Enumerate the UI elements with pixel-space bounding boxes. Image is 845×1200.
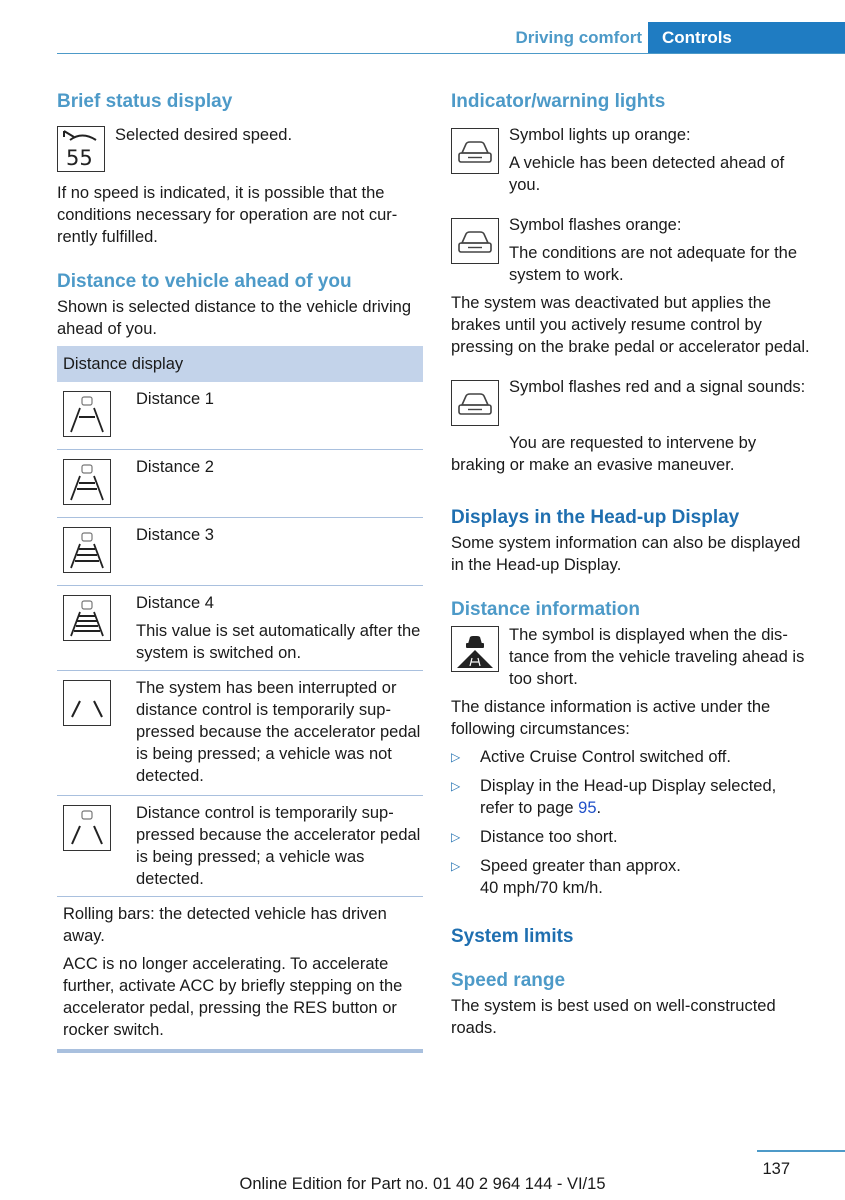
table-header: Distance display [57,346,423,382]
vehicle-warning-icon [451,128,499,174]
table-row [57,586,423,671]
acc-text: ACC is no longer accelerating. To accelerate further, activate ACC by briefly stepping on the accelerator pedal, pressing the RES button or rocker switch. [63,955,403,1039]
speed-range-heading: Speed range [451,970,566,991]
distance-3-text: Distance 3 [136,526,214,544]
distance-1-icon [63,391,111,437]
distance-info-list [451,746,811,899]
distance-3-icon [63,527,111,573]
suppressed-text: Distance control is temporarily suppressed because the accelerator pedal is being pressed; a vehicle was detected. [136,804,421,888]
list-item-text [480,775,811,819]
list-item-text-part: Speed greater than approx. [480,857,681,875]
vehicle-lane-lines-icon [63,805,111,851]
distance-table [57,346,423,1053]
header-rule [57,53,845,54]
vehicle-warning-icon [451,218,499,264]
brief-status-icon-text: Selected desired speed. [115,126,293,144]
indicator-3-line2: You are requested to intervene by braking or make an evasive maneuver. [451,434,757,474]
table-row [57,450,423,518]
system-limits-heading: System limits [451,926,574,947]
page-number: 137 [762,1160,790,1178]
distance-1-text: Distance 1 [136,390,214,408]
indicator-item-orange [451,124,811,196]
hud-heading: Displays in the Head-up Display [451,507,740,528]
triangle-bullet-icon: ▷ [451,859,461,873]
list-item-text-line2: 40 mph/70 km/h. [480,879,603,897]
table-row [57,671,423,796]
table-end-rule [57,1049,423,1053]
indicator-heading: Indicator/warning lights [451,91,666,112]
page-number-rule [757,1150,845,1152]
indicator-1-line1: Symbol lights up orange: [509,126,691,144]
table-row [57,518,423,586]
brief-status-heading: Brief status display [57,91,233,112]
lane-lines-icon [63,680,111,726]
rolling-bars-text: Rolling bars: the detected vehicle has driven away. [63,905,387,945]
list-item-text: Active Cruise Control switched off. [480,748,731,766]
list-item-text-end: . [596,799,602,817]
speed-range-text: The system is best used on well-constructed roads. [451,997,776,1037]
table-row [57,382,423,450]
hud-distance-warning-icon [451,626,499,672]
table-row [57,796,423,897]
header-section-title: Driving comfort [515,28,642,47]
distance-4-note: This value is set automatically after the system is switched on. [136,622,421,662]
list-item-text [480,855,681,899]
indicator-item-flash-red [451,376,811,476]
left-column [57,88,423,1053]
speed-value: 55 [66,146,93,170]
edition-footer: Online Edition for Part no. 01 40 2 964 144 - VI/15 [239,1175,606,1193]
distance-2-icon [63,459,111,505]
list-item [451,775,811,819]
hud-text: Some system information can also be displayed in the Head-up Display. [451,534,801,574]
distance-info-icon-text: The symbol is displayed when the distance from the vehicle traveling ahead is too short. [509,626,805,688]
indicator-2-line1: Symbol flashes orange: [509,216,682,234]
indicator-paragraph: The system was deactivated but applies the brakes until you actively resume control by pressing on the brake pedal or accelerator pedal. [451,294,810,356]
distance-intro: Shown is selected distance to the vehicle driving ahead of you. [57,298,412,338]
distance-info-heading: Distance information [451,599,640,620]
table-footer [57,897,423,1049]
list-item [451,855,811,899]
indicator-item-flash-orange [451,214,811,286]
list-item-text-part: Display in the Head-up Display selected, refer to page [480,777,777,817]
triangle-bullet-icon: ▷ [451,830,461,844]
brief-status-note: If no speed is indicated, it is possible that the conditions necessary for operation are not currently fulfilled. [57,184,398,246]
right-column [451,88,811,1039]
indicator-1-line2: A vehicle has been detected ahead of you. [509,154,785,194]
distance-2-text: Distance 2 [136,458,214,476]
header-chapter-tab: Controls [648,22,845,54]
distance-4-text: Distance 4 [136,594,214,612]
list-item [451,746,811,768]
distance-info-paragraph: The distance information is active under the following circumstances: [451,698,771,738]
page-95-link[interactable]: 95 [578,799,597,817]
distance-4-icon [63,595,111,641]
distance-heading: Distance to vehicle ahead of you [57,271,352,292]
list-item [451,826,811,848]
vehicle-warning-icon [451,380,499,426]
indicator-3-line1: Symbol flashes red and a signal sounds: [509,378,806,396]
distance-info-item [451,624,811,690]
brief-status-item [57,124,423,172]
triangle-bullet-icon: ▷ [451,779,461,793]
indicator-2-line2: The conditions are not adequate for the system to work. [509,244,798,284]
list-item-text: Distance too short. [480,828,618,846]
speed-55-icon [57,126,105,172]
interrupted-text: The system has been interrupted or distance control is temporarily suppressed because the accelerator pedal is being pressed; a vehicle was not detected. [136,679,421,785]
triangle-bullet-icon: ▷ [451,750,461,764]
